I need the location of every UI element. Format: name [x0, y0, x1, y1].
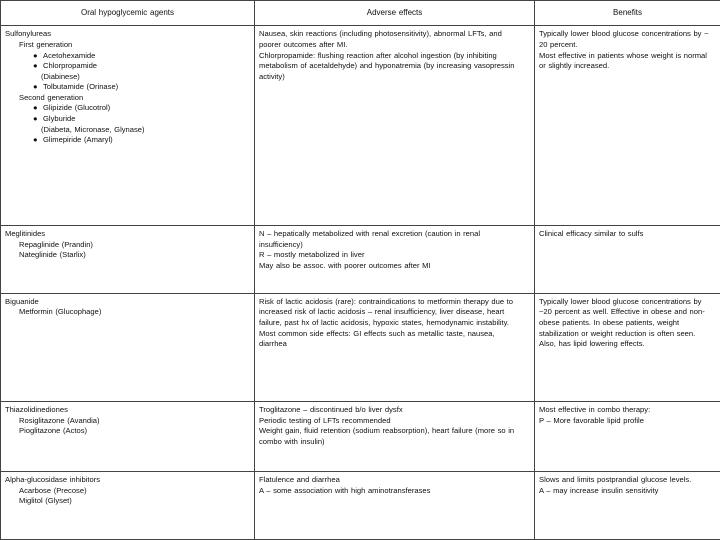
text-line: A – some association with high aminotransferases	[259, 485, 431, 495]
adverse-effects-cell	[255, 293, 535, 401]
text-line: failure, past hx of lactic acidosis, hypoxic states, hemodynamic instability.	[259, 317, 509, 327]
benefits-cell	[535, 293, 720, 401]
bullet-icon: ●	[33, 135, 38, 145]
benefits-cell	[535, 225, 720, 293]
text-line: insufficiency)	[259, 239, 303, 249]
drug-name: Tolbutamide (Orinase)	[43, 82, 119, 92]
bullet-icon: ●	[33, 103, 38, 113]
text-line: Most effective in patients whose weight is normal	[539, 50, 707, 60]
adverse-effects-cell	[255, 472, 535, 540]
benefits-cell	[535, 402, 720, 472]
drug-name: Repaglinide (Prandin)	[19, 239, 93, 249]
text-line: metabolism of acetaldehyde) and hyponatremia (by increasing vasopressin	[259, 61, 515, 71]
agents-cell	[1, 472, 255, 540]
text-line: activity)	[259, 71, 285, 81]
table-row-biguanide	[1, 293, 720, 401]
drug-name: Metformin (Glucophage)	[19, 307, 102, 317]
drug-name: Acetohexamide	[43, 50, 96, 60]
drug-name: Miglitol (Glyset)	[19, 496, 72, 506]
bullet-icon: ●	[33, 82, 38, 92]
benefits-cell	[535, 26, 720, 226]
table-row-meglitinides	[1, 225, 720, 293]
text-line: poorer outcomes after MI.	[259, 39, 348, 49]
text-line: Risk of lactic acidosis (rare): contraindications to metformin therapy due to	[259, 296, 514, 306]
text-line: ~20 percent as well. Effective in obese and non-	[539, 307, 705, 317]
text-line: diarrhea	[259, 339, 287, 349]
drug-class-title: Meglitinides	[5, 228, 46, 238]
text-line: Also, has lipid lowering effects.	[539, 339, 645, 349]
drug-name: Glipizide (Glucotrol)	[43, 103, 111, 113]
agents-cell	[1, 402, 255, 472]
text-line: A – may increase insulin sensitivity	[539, 485, 659, 495]
table-row-alpha-glucosidase-inhibitors	[1, 472, 720, 540]
text-line: May also be assoc. with poorer outcomes after MI	[259, 260, 431, 270]
text-line: Most effective in combo therapy:	[539, 405, 651, 415]
text-line: Typically lower blood glucose concentrations by ~	[539, 29, 709, 39]
drug-class-title: Thiazolidinediones	[5, 405, 68, 415]
header-adverse-effects: Adverse effects	[255, 1, 535, 26]
adverse-effects-cell	[255, 225, 535, 293]
drug-name: Glimepiride (Amaryl)	[43, 135, 113, 145]
text-line: R – mostly metabolized in liver	[259, 250, 365, 260]
drug-class-title: Sulfonylureas	[5, 29, 52, 39]
adverse-effects-cell	[255, 402, 535, 472]
text-line: Flatulence and diarrhea	[259, 475, 340, 485]
text-line: 20 percent.	[539, 39, 578, 49]
agents-cell	[1, 225, 255, 293]
adverse-effects-cell	[255, 26, 535, 226]
header-benefits: Benefits	[535, 1, 720, 26]
drug-name: Rosiglitazone (Avandia)	[19, 415, 100, 425]
text-line: Troglitazone – discontinued b/o liver dysfx	[259, 405, 403, 415]
text-line: Slows and limits postprandial glucose levels.	[539, 475, 692, 485]
text-line: Periodic testing of LFTs recommended	[259, 415, 391, 425]
table-row-sulfonylureas	[1, 26, 720, 226]
text-line: obese patients. In obese patients, weight	[539, 317, 680, 327]
text-line: Chlorpropamide: flushing reaction after alcohol ingestion (by inhibiting	[259, 50, 497, 60]
header-agents: Oral hypoglycemic agents	[1, 1, 255, 26]
text-line: N – hepatically metabolized with renal excretion (caution in renal	[259, 228, 481, 238]
drug-class-title: Biguanide	[5, 296, 39, 306]
drug-brand: (Diabeta, Micronase, Glynase)	[41, 124, 145, 134]
text-line: increased risk of lactic acidosis – renal insufficiency, liver disease, heart	[259, 307, 505, 317]
subheading: Second generation	[19, 92, 84, 102]
text-line: Weight gain, fluid retention (sodium reabsorption), heart failure (more so in	[259, 426, 515, 436]
drug-name: Pioglitazone (Actos)	[19, 426, 88, 436]
drug-class-title: Alpha-glucosidase inhibitors	[5, 475, 101, 485]
drug-name: Nateglinide (Starlix)	[19, 250, 86, 260]
benefits-cell	[535, 472, 720, 540]
agents-cell	[1, 26, 255, 226]
text-line: or slightly increased.	[539, 61, 610, 71]
text-line: combo with insulin)	[259, 436, 325, 446]
text-line: P – More favorable lipid profile	[539, 415, 644, 425]
drug-name: Acarbose (Precose)	[19, 485, 87, 495]
text-line: stabilization or weight reduction is often seen.	[539, 328, 696, 338]
drug-name: Glyburide	[43, 114, 76, 124]
subheading: First generation	[19, 39, 73, 49]
drug-brand: (Diabinese)	[41, 71, 80, 81]
text-line: Typically lower blood glucose concentrations by	[539, 296, 702, 306]
text-line: Most common side effects: GI effects such as metallic taste, nausea,	[259, 328, 495, 338]
table-row-thiazolidinediones	[1, 402, 720, 472]
agents-cell	[1, 293, 255, 401]
text-line: Nausea, skin reactions (including photosensitivity), abnormal LFTs, and	[259, 29, 502, 39]
bullet-icon: ●	[33, 114, 38, 124]
bullet-icon: ●	[33, 61, 38, 71]
bullet-icon: ●	[33, 50, 38, 60]
text-line: Clinical efficacy similar to sulfs	[539, 228, 644, 238]
header-row	[1, 1, 720, 26]
drug-name: Chlorpropamide	[43, 61, 98, 71]
